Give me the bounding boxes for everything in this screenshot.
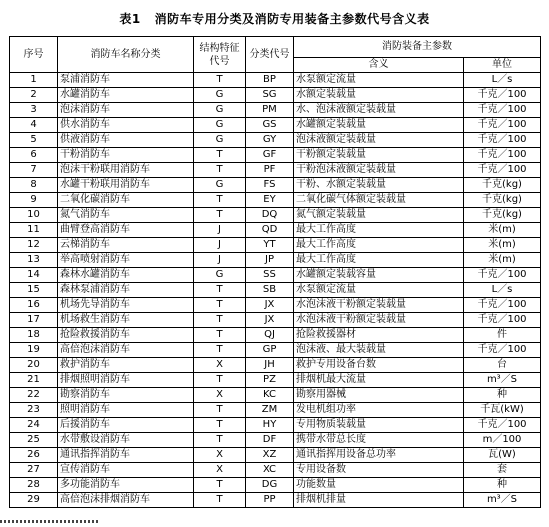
- class-code: GP: [246, 343, 294, 358]
- row-number: 1: [10, 73, 58, 88]
- table-row: [10, 418, 541, 433]
- header-main-param: 消防装备主参数: [294, 37, 541, 58]
- vehicle-name: 水带敷设消防车: [58, 433, 194, 448]
- param-meaning: 最大工作高度: [294, 253, 464, 268]
- table-row: [10, 343, 541, 358]
- row-number: 3: [10, 103, 58, 118]
- row-number: 7: [10, 163, 58, 178]
- param-meaning: 发电机组功率: [294, 403, 464, 418]
- vehicle-name: 后援消防车: [58, 418, 194, 433]
- row-number: 23: [10, 403, 58, 418]
- structure-code: X: [194, 463, 246, 478]
- param-meaning: 专用物质装载量: [294, 418, 464, 433]
- param-unit: 千克(kg): [464, 178, 541, 193]
- row-number: 18: [10, 328, 58, 343]
- structure-code: X: [194, 388, 246, 403]
- class-code: JH: [246, 358, 294, 373]
- vehicle-name: 水罐消防车: [58, 88, 194, 103]
- table-row: [10, 313, 541, 328]
- param-unit: 千克／100: [464, 163, 541, 178]
- table-row: [10, 478, 541, 493]
- row-number: 6: [10, 148, 58, 163]
- param-unit: L／s: [464, 73, 541, 88]
- param-unit: 千克／100: [464, 133, 541, 148]
- row-number: 24: [10, 418, 58, 433]
- param-unit: 千克／100: [464, 418, 541, 433]
- class-code: SB: [246, 283, 294, 298]
- page-edge-mark: [0, 520, 100, 523]
- param-unit: m³／S: [464, 493, 541, 508]
- table-row: [10, 388, 541, 403]
- vehicle-name: 泡沫消防车: [58, 103, 194, 118]
- structure-code: T: [194, 73, 246, 88]
- class-code: HY: [246, 418, 294, 433]
- table-title: [0, 10, 549, 27]
- vehicle-name: 云梯消防车: [58, 238, 194, 253]
- structure-code: J: [194, 238, 246, 253]
- param-meaning: 最大工作高度: [294, 223, 464, 238]
- param-unit: 种: [464, 478, 541, 493]
- param-unit: 件: [464, 328, 541, 343]
- row-number: 20: [10, 358, 58, 373]
- vehicle-name: 水罐干粉联用消防车: [58, 178, 194, 193]
- table-row: [10, 223, 541, 238]
- class-code: DG: [246, 478, 294, 493]
- param-meaning: 抢险救援器材: [294, 328, 464, 343]
- structure-code: T: [194, 373, 246, 388]
- structure-code: T: [194, 403, 246, 418]
- vehicle-name: 曲臂登高消防车: [58, 223, 194, 238]
- vehicle-name: 机场救生消防车: [58, 313, 194, 328]
- param-meaning: 救护专用设备台数: [294, 358, 464, 373]
- header-meaning: 含义: [294, 58, 464, 73]
- row-number: 21: [10, 373, 58, 388]
- row-number: 26: [10, 448, 58, 463]
- table-body: [10, 73, 541, 508]
- class-code: FS: [246, 178, 294, 193]
- structure-code: G: [194, 88, 246, 103]
- param-unit: 千克／100: [464, 313, 541, 328]
- structure-code: T: [194, 298, 246, 313]
- structure-code: G: [194, 103, 246, 118]
- class-code: PF: [246, 163, 294, 178]
- table-row: [10, 433, 541, 448]
- class-code: DQ: [246, 208, 294, 223]
- row-number: 16: [10, 298, 58, 313]
- class-code: GS: [246, 118, 294, 133]
- class-code: QJ: [246, 328, 294, 343]
- equipment-code-table: [9, 36, 541, 508]
- table-row: [10, 238, 541, 253]
- structure-code: G: [194, 268, 246, 283]
- param-unit: 瓦(W): [464, 448, 541, 463]
- header-structure: 结构特征代号: [194, 37, 246, 73]
- vehicle-name: 抢险救援消防车: [58, 328, 194, 343]
- structure-code: G: [194, 133, 246, 148]
- structure-code: J: [194, 253, 246, 268]
- structure-code: X: [194, 448, 246, 463]
- table-row: [10, 88, 541, 103]
- row-number: 14: [10, 268, 58, 283]
- class-code: XZ: [246, 448, 294, 463]
- row-number: 12: [10, 238, 58, 253]
- param-meaning: 水泵额定流量: [294, 73, 464, 88]
- vehicle-name: 森林水罐消防车: [58, 268, 194, 283]
- table-row: [10, 493, 541, 508]
- vehicle-name: 干粉消防车: [58, 148, 194, 163]
- param-meaning: 排烟机最大流量: [294, 373, 464, 388]
- row-number: 27: [10, 463, 58, 478]
- param-unit: 米(m): [464, 238, 541, 253]
- row-number: 10: [10, 208, 58, 223]
- param-unit: 台: [464, 358, 541, 373]
- param-meaning: 通讯指挥用设备总功率: [294, 448, 464, 463]
- vehicle-name: 举高喷射消防车: [58, 253, 194, 268]
- table-row: [10, 103, 541, 118]
- class-code: JX: [246, 313, 294, 328]
- structure-code: G: [194, 178, 246, 193]
- class-code: EY: [246, 193, 294, 208]
- structure-code: T: [194, 148, 246, 163]
- structure-code: T: [194, 343, 246, 358]
- param-meaning: 水罐额定装载量: [294, 118, 464, 133]
- param-unit: 千瓦(kW): [464, 403, 541, 418]
- class-code: JP: [246, 253, 294, 268]
- row-number: 13: [10, 253, 58, 268]
- structure-code: T: [194, 433, 246, 448]
- class-code: SG: [246, 88, 294, 103]
- vehicle-name: 泡沫干粉联用消防车: [58, 163, 194, 178]
- param-meaning: 氮气额定装载量: [294, 208, 464, 223]
- table-row: [10, 133, 541, 148]
- table-row: [10, 253, 541, 268]
- param-unit: 千克／100: [464, 103, 541, 118]
- class-code: XC: [246, 463, 294, 478]
- vehicle-name: 机场先导消防车: [58, 298, 194, 313]
- vehicle-name: 供水消防车: [58, 118, 194, 133]
- param-meaning: 水额定装载量: [294, 88, 464, 103]
- class-code: JX: [246, 298, 294, 313]
- class-code: GY: [246, 133, 294, 148]
- param-meaning: 泡沫液、最大装载量: [294, 343, 464, 358]
- structure-code: T: [194, 208, 246, 223]
- structure-code: T: [194, 163, 246, 178]
- table-row: [10, 148, 541, 163]
- param-unit: 千克(kg): [464, 208, 541, 223]
- structure-code: X: [194, 358, 246, 373]
- table-row: [10, 358, 541, 373]
- structure-code: T: [194, 313, 246, 328]
- param-unit: 千克／100: [464, 148, 541, 163]
- param-meaning: 干粉、水额定装载量: [294, 178, 464, 193]
- class-code: SS: [246, 268, 294, 283]
- param-meaning: 水罐额定装载容量: [294, 268, 464, 283]
- structure-code: T: [194, 478, 246, 493]
- param-meaning: 功能数量: [294, 478, 464, 493]
- header-class-code: 分类代号: [246, 37, 294, 73]
- vehicle-name: 通讯指挥消防车: [58, 448, 194, 463]
- structure-code: T: [194, 283, 246, 298]
- table-number: 表1: [119, 12, 141, 26]
- row-number: 28: [10, 478, 58, 493]
- header-seq: 序号: [10, 37, 58, 73]
- vehicle-name: 救护消防车: [58, 358, 194, 373]
- class-code: PM: [246, 103, 294, 118]
- param-unit: 千克／100: [464, 343, 541, 358]
- table-row: [10, 298, 541, 313]
- structure-code: T: [194, 328, 246, 343]
- param-unit: 千克／100: [464, 268, 541, 283]
- vehicle-name: 高倍泡沫排烟消防车: [58, 493, 194, 508]
- param-unit: 套: [464, 463, 541, 478]
- row-number: 22: [10, 388, 58, 403]
- table-row: [10, 73, 541, 88]
- vehicle-name: 多功能消防车: [58, 478, 194, 493]
- class-code: PZ: [246, 373, 294, 388]
- class-code: KC: [246, 388, 294, 403]
- param-unit: m／100: [464, 433, 541, 448]
- row-number: 15: [10, 283, 58, 298]
- table-row: [10, 163, 541, 178]
- param-unit: 米(m): [464, 223, 541, 238]
- class-code: ZM: [246, 403, 294, 418]
- param-meaning: 水泵额定流量: [294, 283, 464, 298]
- row-number: 17: [10, 313, 58, 328]
- table-row: [10, 463, 541, 478]
- class-code: DF: [246, 433, 294, 448]
- table-row: [10, 193, 541, 208]
- row-number: 9: [10, 193, 58, 208]
- param-meaning: 排烟机排量: [294, 493, 464, 508]
- param-meaning: 勘察用器械: [294, 388, 464, 403]
- param-unit: 米(m): [464, 253, 541, 268]
- vehicle-name: 供液消防车: [58, 133, 194, 148]
- table-title-text: 消防车专用分类及消防专用装备主参数代号含义表: [154, 12, 430, 26]
- row-number: 5: [10, 133, 58, 148]
- table-row: [10, 403, 541, 418]
- vehicle-name: 二氧化碳消防车: [58, 193, 194, 208]
- row-number: 4: [10, 118, 58, 133]
- row-number: 25: [10, 433, 58, 448]
- structure-code: J: [194, 223, 246, 238]
- vehicle-name: 氮气消防车: [58, 208, 194, 223]
- param-meaning: 水泡沫液干粉额定装载量: [294, 313, 464, 328]
- vehicle-name: 照明消防车: [58, 403, 194, 418]
- structure-code: T: [194, 493, 246, 508]
- param-meaning: 专用设备数: [294, 463, 464, 478]
- param-meaning: 携带水带总长度: [294, 433, 464, 448]
- param-unit: 千克(kg): [464, 193, 541, 208]
- param-meaning: 二氧化碳气体额定装载量: [294, 193, 464, 208]
- table-row: [10, 328, 541, 343]
- header-name: 消防车名称分类: [58, 37, 194, 73]
- table-row: [10, 283, 541, 298]
- param-unit: 千克／100: [464, 298, 541, 313]
- class-code: BP: [246, 73, 294, 88]
- vehicle-name: 排烟照明消防车: [58, 373, 194, 388]
- vehicle-name: 森林泵浦消防车: [58, 283, 194, 298]
- row-number: 11: [10, 223, 58, 238]
- param-meaning: 泡沫液额定装载量: [294, 133, 464, 148]
- param-meaning: 水泡沫液干粉额定装载量: [294, 298, 464, 313]
- row-number: 29: [10, 493, 58, 508]
- structure-code: T: [194, 193, 246, 208]
- class-code: GF: [246, 148, 294, 163]
- row-number: 19: [10, 343, 58, 358]
- param-unit: 千克／100: [464, 118, 541, 133]
- table-row: [10, 448, 541, 463]
- row-number: 8: [10, 178, 58, 193]
- class-code: QD: [246, 223, 294, 238]
- vehicle-name: 勘察消防车: [58, 388, 194, 403]
- vehicle-name: 高倍泡沫消防车: [58, 343, 194, 358]
- table-row: [10, 208, 541, 223]
- param-meaning: 最大工作高度: [294, 238, 464, 253]
- param-meaning: 水、泡沫液额定装载量: [294, 103, 464, 118]
- structure-code: T: [194, 418, 246, 433]
- table-row: [10, 118, 541, 133]
- param-meaning: 干粉泡沫液额定装载量: [294, 163, 464, 178]
- class-code: YT: [246, 238, 294, 253]
- row-number: 2: [10, 88, 58, 103]
- param-unit: 千克／100: [464, 88, 541, 103]
- param-meaning: 干粉额定装载量: [294, 148, 464, 163]
- table-row: [10, 373, 541, 388]
- table-row: [10, 268, 541, 283]
- vehicle-name: 宣传消防车: [58, 463, 194, 478]
- param-unit: L／s: [464, 283, 541, 298]
- vehicle-name: 泵浦消防车: [58, 73, 194, 88]
- param-unit: m³／S: [464, 373, 541, 388]
- param-unit: 种: [464, 388, 541, 403]
- structure-code: G: [194, 118, 246, 133]
- table-row: [10, 178, 541, 193]
- class-code: PP: [246, 493, 294, 508]
- header-unit: 单位: [464, 58, 541, 73]
